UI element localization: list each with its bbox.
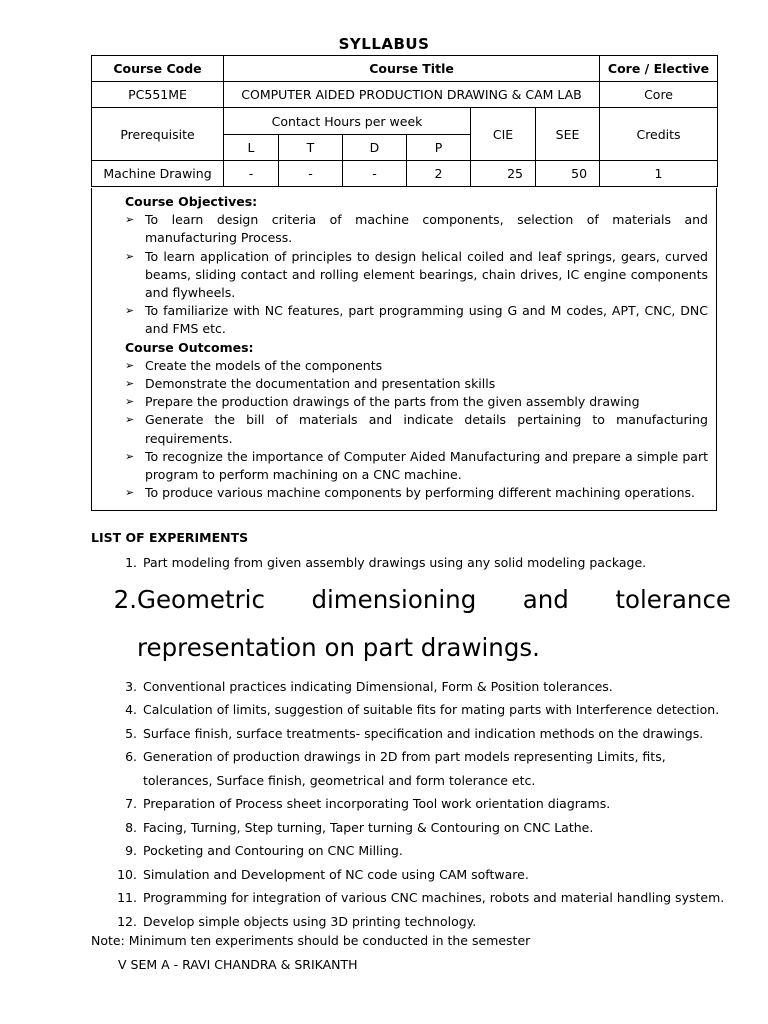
arrow-bullet-icon: ➢ (125, 358, 135, 372)
arrow-bullet-icon: ➢ (125, 304, 135, 318)
outcome-item-text: To recognize the importance of Computer Aided Manufacturing and prepare a simple part program to perform machining on a CNC machine. (145, 448, 708, 483)
cie-value: 25 (471, 161, 536, 187)
experiment-text: Surface finish, surface treatments- specification and indication methods on the drawings. (143, 725, 704, 741)
outcome-item (125, 484, 708, 502)
experiment-item (91, 722, 731, 746)
experiment-text: Pocketing and Contouring on CNC Milling. (143, 843, 403, 858)
outcome-item (125, 357, 708, 375)
experiment-item (91, 863, 731, 887)
arrow-bullet-icon: ➢ (125, 449, 135, 463)
experiment-text: Facing, Turning, Step turning, Taper turning & Contouring on CNC Lathe. (143, 819, 594, 835)
course-code-header: Course Code (92, 56, 224, 82)
experiment-text: Part modeling from given assembly drawings using any solid modeling package. (143, 555, 647, 570)
objective-item (125, 302, 708, 338)
experiment-number: 7. (125, 796, 137, 811)
experiment-item (91, 816, 731, 840)
experiment-item (91, 675, 731, 699)
prerequisite-label: Prerequisite (92, 108, 224, 161)
experiment-number: 5. (125, 725, 137, 741)
experiment-item (91, 576, 731, 672)
credits-value: 1 (600, 161, 718, 187)
arrow-bullet-icon: ➢ (125, 395, 135, 409)
t-label: T (279, 135, 343, 161)
objectives-list (125, 211, 708, 338)
outcomes-heading: Course Outcomes: (125, 339, 254, 355)
footer-text: V SEM A - RAVI CHANDRA & SRIKANTH (118, 957, 358, 972)
experiment-number: 11. (117, 890, 137, 905)
experiment-number: 12. (117, 913, 137, 929)
outcome-item (125, 448, 708, 484)
d-value: - (343, 161, 407, 187)
course-code: PC551ME (92, 82, 224, 108)
experiments-heading: LIST OF EXPERIMENTS (91, 530, 249, 545)
experiments-list (91, 551, 731, 933)
objective-item (125, 248, 708, 303)
objective-item-text: To learn design criteria of machine components, selection of materials and manufacturing Process. (145, 212, 708, 246)
experiment-text: Calculation of limits, suggestion of suitable fits for mating parts with Interference detection. (143, 702, 720, 717)
course-row (92, 82, 718, 108)
see-value: 50 (536, 161, 600, 187)
outcome-item-text: Create the models of the components (145, 357, 383, 373)
experiment-item (91, 698, 731, 722)
d-label: D (343, 135, 407, 161)
arrow-bullet-icon: ➢ (125, 377, 135, 391)
prerequisite-header-row (92, 108, 718, 135)
table-header-row (92, 56, 718, 82)
credits-label: Credits (600, 108, 718, 161)
experiment-item (91, 839, 731, 863)
experiment-item (91, 551, 731, 575)
outcome-item-text: Generate the bill of materials and indicate details pertaining to manufacturing requirements. (145, 412, 708, 446)
experiment-number: 6. (125, 749, 137, 764)
course-info-table (91, 55, 718, 187)
page-title: SYLLABUS (338, 35, 430, 53)
experiment-text: Conventional practices indicating Dimensional, Form & Position tolerances. (143, 678, 613, 694)
p-label: P (407, 135, 471, 161)
arrow-bullet-icon: ➢ (125, 486, 135, 500)
objective-item (125, 211, 708, 247)
l-label: L (224, 135, 279, 161)
arrow-bullet-icon: ➢ (125, 413, 135, 427)
outcome-item (125, 411, 708, 447)
experiment-text: Programming for integration of various CNC machines, robots and material handling system. (143, 890, 725, 905)
experiment-number: 10. (117, 866, 137, 882)
objective-item-text: To familiarize with NC features, part programming using G and M codes, APT, CNC, DNC and FMS etc. (145, 303, 708, 337)
prerequisite-value: Machine Drawing (92, 161, 224, 187)
values-row (92, 161, 718, 187)
experiment-text: Preparation of Process sheet incorporating Tool work orientation diagrams. (143, 796, 611, 811)
p-value: 2 (407, 161, 471, 187)
experiment-number: 9. (125, 843, 137, 858)
objectives-outcomes-box (91, 188, 717, 511)
experiment-number: 4. (125, 702, 137, 717)
experiment-number: 1. (125, 555, 137, 570)
see-label: SEE (536, 108, 600, 161)
arrow-bullet-icon: ➢ (125, 213, 135, 227)
experiment-number: 8. (125, 819, 137, 835)
outcomes-list (125, 357, 708, 503)
experiment-item (91, 792, 731, 816)
course-type: Core (600, 82, 718, 108)
note-text: Note: Minimum ten experiments should be conducted in the semester (91, 933, 531, 948)
experiment-text: Simulation and Development of NC code using CAM software. (143, 866, 529, 882)
t-value: - (279, 161, 343, 187)
arrow-bullet-icon: ➢ (125, 249, 135, 263)
outcome-item (125, 393, 708, 411)
outcome-item-text: Prepare the production drawings of the parts from the given assembly drawing (145, 394, 640, 410)
l-value: - (224, 161, 279, 187)
outcome-item (125, 375, 708, 393)
course-title: COMPUTER AIDED PRODUCTION DRAWING & CAM LAB (224, 82, 600, 108)
experiment-text: Generation of production drawings in 2D from part models representing Limits, fits, tolerances, Surface finish, geometrical and form tolerance etc. (143, 749, 666, 788)
contact-hours-label: Contact Hours per week (224, 108, 471, 135)
objectives-heading: Course Objectives: (125, 194, 258, 209)
outcome-item-text: To produce various machine components by performing different machining operations. (145, 485, 695, 501)
experiment-text: Geometric dimensioning and tolerance representation on part drawings. (137, 584, 731, 662)
core-elective-header: Core / Elective (600, 56, 718, 82)
experiment-item (91, 910, 731, 934)
cie-label: CIE (471, 108, 536, 161)
experiment-number: 3. (125, 678, 137, 694)
experiment-item (91, 745, 731, 792)
experiment-text: Develop simple objects using 3D printing technology. (143, 913, 477, 929)
experiment-item (91, 886, 731, 910)
outcome-item-text: Demonstrate the documentation and presentation skills (145, 376, 496, 392)
course-title-header: Course Title (224, 56, 600, 82)
objective-item-text: To learn application of principles to design helical coiled and leaf springs, gears, curved beams, sliding contact and rolling element bearings, chain drives, IC engine components and flywheels. (145, 248, 708, 301)
experiment-number: 2. (113, 584, 137, 614)
